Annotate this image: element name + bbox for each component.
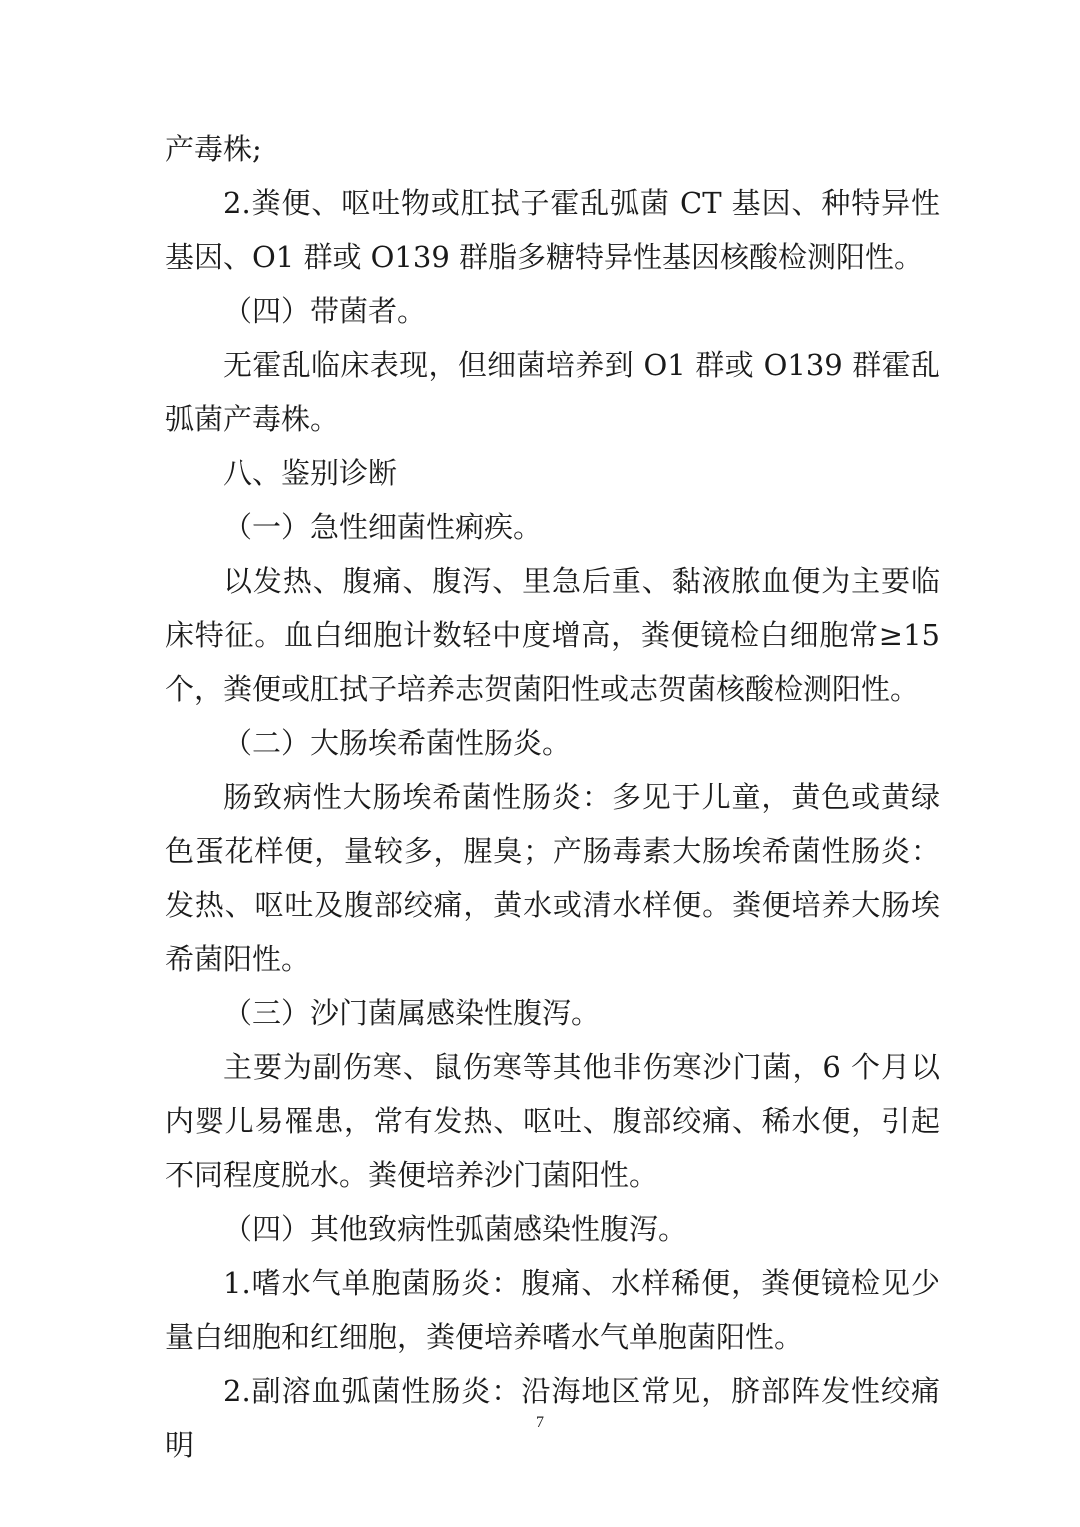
section-heading-differential-diagnosis: 八、鉴别诊断 [223, 456, 398, 490]
document-body [165, 122, 940, 1472]
subheading-carrier: （四）带菌者。 [223, 294, 427, 328]
paragraph-5: 肠致病性大肠埃希菌性肠炎：多见于儿童，黄色或黄绿色蛋花样便，量较多，腥臭；产肠毒素大肠埃希菌性肠炎：发热、呕吐及腹部绞痛，黄水或清水样便。粪便培养大肠埃希菌阳性。 [165, 780, 940, 976]
paragraph-8: 2.副溶血弧菌性肠炎：沿海地区常见，脐部阵发性绞痛明 [165, 1374, 940, 1462]
subheading-salmonella: （三）沙门菌属感染性腹泻。 [223, 996, 601, 1030]
subheading-bacillary-dysentery: （一）急性细菌性痢疾。 [223, 510, 543, 544]
paragraph-3: 无霍乱临床表现，但细菌培养到 O1 群或 O139 群霍乱弧菌产毒株。 [165, 348, 940, 436]
page-number: 7 [536, 1414, 544, 1431]
paragraph-2: 2.粪便、呕吐物或肛拭子霍乱弧菌 CT 基因、种特异性基因、O1 群或 O139 群脂多糖特异性基因核酸检测阳性。 [165, 186, 940, 274]
paragraph-6: 主要为副伤寒、鼠伤寒等其他非伤寒沙门菌，6 个月以内婴儿易罹患，常有发热、呕吐、腹部绞痛、稀水便，引起不同程度脱水。粪便培养沙门菌阳性。 [165, 1050, 940, 1192]
subheading-other-vibrio: （四）其他致病性弧菌感染性腹泻。 [223, 1212, 688, 1246]
paragraph-1: 产毒株; [165, 132, 262, 166]
subheading-ecoli-enteritis: （二）大肠埃希菌性肠炎。 [223, 726, 572, 760]
paragraph-4: 以发热、腹痛、腹泻、里急后重、黏液脓血便为主要临床特征。血白细胞计数轻中度增高，粪便镜检白细胞常≥15 个，粪便或肛拭子培养志贺菌阳性或志贺菌核酸检测阳性。 [165, 564, 940, 706]
paragraph-7: 1.嗜水气单胞菌肠炎：腹痛、水样稀便，粪便镜检见少量白细胞和红细胞，粪便培养嗜水气单胞菌阳性。 [165, 1266, 940, 1354]
